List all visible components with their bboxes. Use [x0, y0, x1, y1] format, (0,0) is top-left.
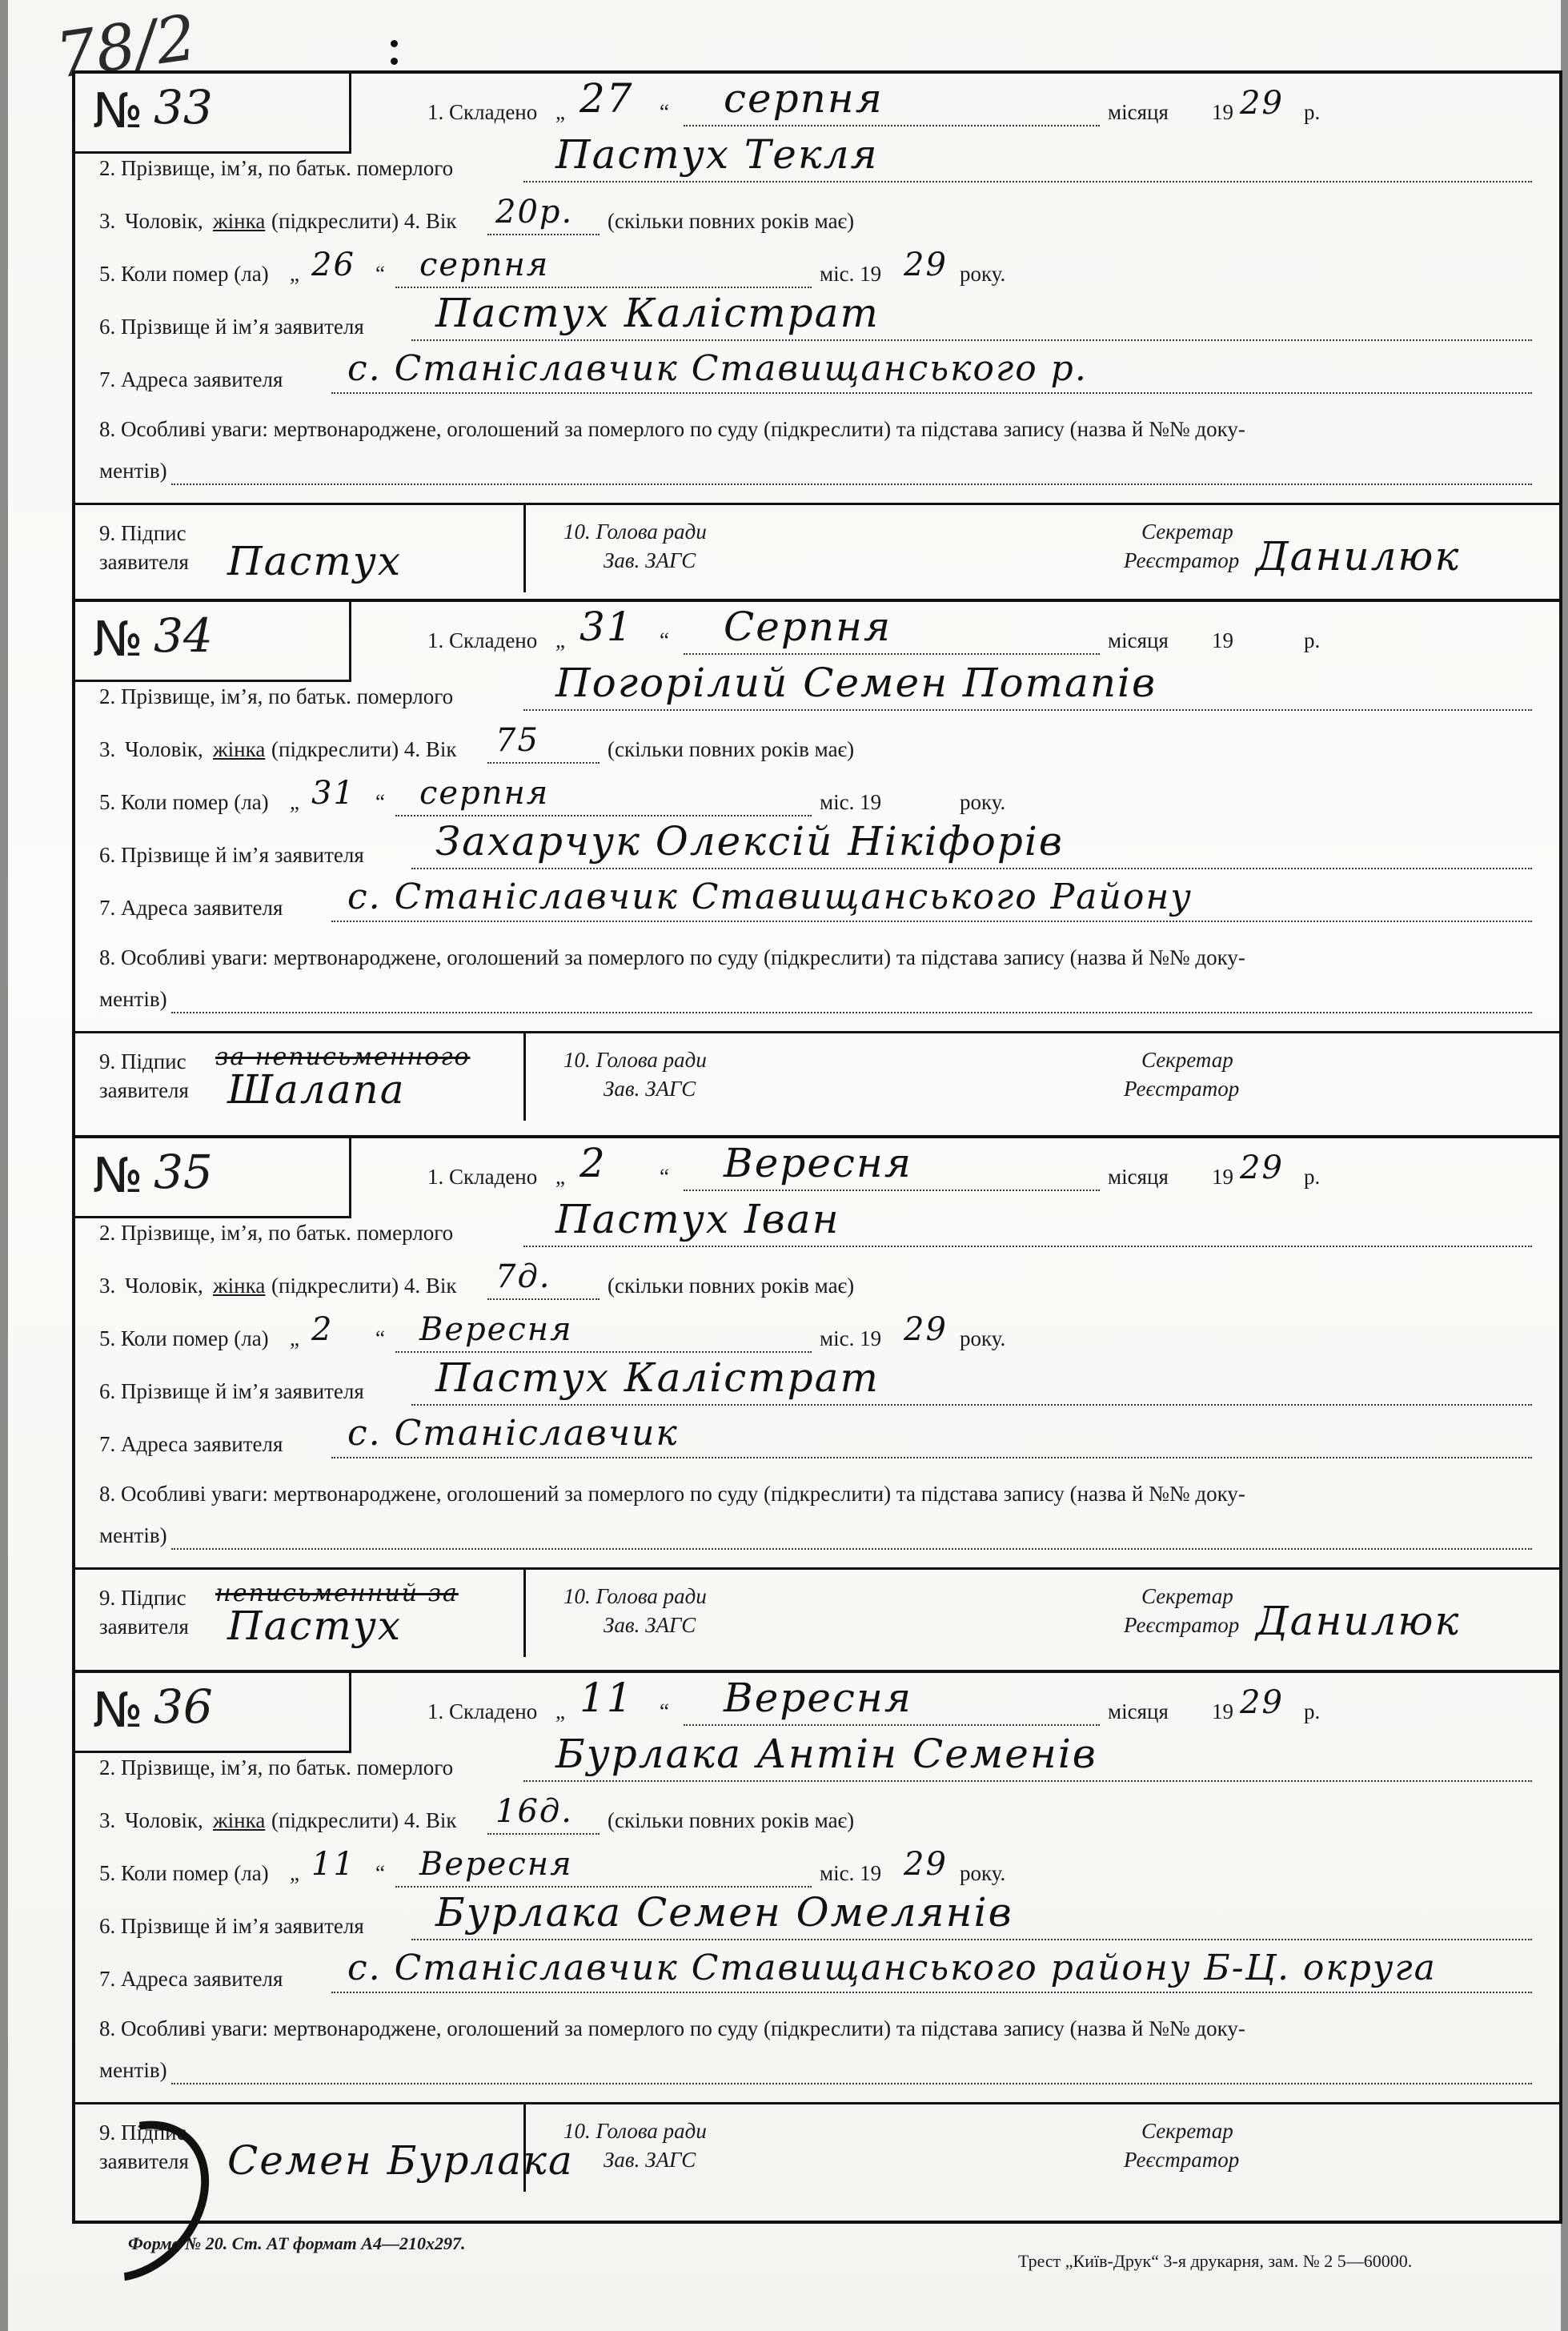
composed-label: 1. Складено	[427, 628, 538, 652]
registrar-label: Реєстратор	[1124, 1077, 1240, 1101]
document-sheet	[8, 0, 1561, 2331]
row-notes-cont	[75, 2040, 1559, 2088]
field-3-number: 3.	[99, 1808, 116, 1832]
number-label: №	[93, 1148, 143, 1204]
death-year-suffix: року.	[960, 262, 1006, 286]
fill-line	[487, 1298, 600, 1300]
quote-open: „	[555, 628, 565, 652]
fill-line	[523, 1246, 1532, 1247]
death-month: серпня	[419, 775, 550, 812]
notes-label-cont: ментів)	[99, 2058, 167, 2082]
row-composed	[75, 1140, 1559, 1194]
age-value: 20р.	[495, 194, 574, 231]
composed-day: 27	[579, 75, 634, 122]
fill-line	[684, 653, 1100, 655]
death-day: 2	[311, 1311, 334, 1348]
quote-close: “	[660, 1165, 669, 1189]
composed-year: 29	[1240, 85, 1284, 122]
secretary-label: Секретар	[1141, 2119, 1233, 2143]
applicant-label: 6. Прізвище й ім’я заявителя	[99, 1379, 364, 1403]
row-notes-cont	[75, 1505, 1559, 1553]
row-applicant	[75, 818, 1559, 873]
signature-label: 9. Підпис	[99, 2120, 186, 2144]
form-footer-left: Форма № 20. Ст. АТ формат А4—210х297.	[128, 2233, 466, 2253]
death-month: серпня	[419, 247, 550, 283]
applicant-signature: Шалапа	[227, 1066, 406, 1113]
year-suffix: р.	[1304, 628, 1321, 652]
applicant-label: 6. Прізвище й ім’я заявителя	[99, 1914, 364, 1938]
fill-line	[171, 1548, 1532, 1550]
sex-man: Чоловік,	[125, 209, 203, 233]
death-month: Вересня	[419, 1846, 573, 1883]
age-value: 75	[495, 722, 539, 759]
row-name	[75, 660, 1559, 714]
secretary-label: Секретар	[1141, 1584, 1233, 1608]
row-name	[75, 1196, 1559, 1250]
death-record	[75, 74, 1559, 602]
applicant-address: с. Станіславчик	[347, 1413, 679, 1454]
number-label: №	[93, 612, 143, 668]
death-month-label: міс. 19	[820, 1326, 882, 1350]
year-suffix: р.	[1304, 1699, 1321, 1723]
row-address	[75, 349, 1559, 397]
fill-line	[411, 1404, 1532, 1406]
signature-label-2: заявителя	[99, 550, 189, 574]
death-month-label: міс. 19	[820, 1861, 882, 1885]
signature-note: неписьменний за	[215, 1579, 459, 1607]
composed-month: серпня	[724, 75, 884, 122]
death-year-suffix: року.	[960, 1326, 1006, 1350]
row-name	[75, 131, 1559, 186]
form-footer-right: Трест „Київ-Друк“ 3-я друкарня, зам. № 2 5—60000.	[1018, 2251, 1413, 2271]
death-day: 11	[311, 1846, 355, 1883]
applicant-label: 6. Прізвище й ім’я заявителя	[99, 315, 364, 339]
fill-line	[395, 1351, 812, 1353]
quote-open: „	[555, 100, 565, 124]
row-notes-cont	[75, 440, 1559, 488]
sex-man: Чоловік,	[125, 737, 203, 761]
age-value: 7д.	[495, 1258, 551, 1295]
row-death-date	[75, 243, 1559, 291]
fill-line	[331, 1992, 1532, 1993]
applicant-address: с. Станіславчик Ставищанського р.	[347, 348, 1088, 389]
register-frame	[72, 70, 1562, 2224]
record-number: 36	[154, 1679, 213, 1734]
deceased-name: Погорілий Семен Потапів	[555, 660, 1157, 706]
field-3-number: 3.	[99, 209, 116, 233]
signature-label: 9. Підпис	[99, 521, 186, 545]
year-prefix: 19	[1212, 1165, 1233, 1189]
registrar-label: Реєстратор	[1124, 1613, 1240, 1637]
death-day: 26	[311, 247, 355, 283]
row-notes-cont	[75, 969, 1559, 1017]
notes-label: 8. Особливі уваги: мертвонароджене, оголошений за померлого по суду (підкреслити) та підстава запису (назва й №№ доку-	[99, 417, 1245, 441]
head-label: 10. Голова ради	[563, 520, 707, 544]
quote-close: “	[375, 790, 385, 814]
row-applicant	[75, 1889, 1559, 1944]
address-label: 7. Адреса заявителя	[99, 1967, 283, 1991]
fill-line	[523, 1780, 1532, 1782]
record-number: 35	[154, 1145, 213, 1199]
signature-label-2: заявителя	[99, 1615, 189, 1639]
fill-line	[523, 709, 1532, 711]
quote-open: „	[555, 1165, 565, 1189]
fill-line	[331, 392, 1532, 394]
secretary-label: Секретар	[1141, 520, 1233, 544]
signature-row	[75, 503, 1559, 592]
death-record	[75, 1673, 1559, 2224]
row-address	[75, 1414, 1559, 1462]
quote-open: „	[555, 1699, 565, 1723]
row-sex-age	[75, 1255, 1559, 1303]
year-prefix: 19	[1212, 1699, 1233, 1723]
notes-label: 8. Особливі уваги: мертвонароджене, оголошений за померлого по суду (підкреслити) та підстава запису (назва й №№ доку-	[99, 945, 1245, 969]
row-sex-age	[75, 191, 1559, 239]
secretary-label: Секретар	[1141, 1048, 1233, 1072]
row-notes	[75, 1998, 1559, 2046]
number-label: №	[93, 83, 143, 139]
corner-mark: 78/2	[51, 2, 201, 93]
signature-row	[75, 2102, 1559, 2192]
zags-label: Зав. ЗАГС	[604, 1613, 696, 1637]
deceased-name-label: 2. Прізвище, ім’я, по батьк. померлого	[99, 156, 454, 180]
sex-woman: жінка	[213, 209, 266, 233]
registrar-label: Реєстратор	[1124, 548, 1240, 572]
deceased-name-label: 2. Прізвище, ім’я, по батьк. померлого	[99, 684, 454, 708]
quote-open: „	[290, 262, 299, 286]
age-value: 16д.	[495, 1793, 573, 1830]
quote-close: “	[375, 262, 385, 286]
year-suffix: р.	[1304, 1165, 1321, 1189]
death-day: 31	[311, 775, 355, 812]
age-label: (підкреслити) 4. Вік	[271, 737, 457, 761]
death-month-label: міс. 19	[820, 790, 882, 814]
record-number: 34	[154, 608, 213, 663]
sex-woman: жінка	[213, 1808, 266, 1832]
month-label: місяця	[1108, 628, 1169, 652]
sex-woman: жінка	[213, 1274, 266, 1298]
row-address	[75, 877, 1559, 925]
applicant-signature: Пастух	[227, 538, 403, 584]
composed-month: Серпня	[724, 604, 892, 650]
fill-line	[523, 181, 1532, 183]
composed-month: Вересня	[724, 1675, 912, 1721]
row-applicant	[75, 1354, 1559, 1409]
record-number: 33	[154, 80, 213, 134]
fill-line	[395, 815, 812, 816]
address-label: 7. Адреса заявителя	[99, 896, 283, 920]
composed-day: 2	[579, 1140, 607, 1186]
quote-close: “	[660, 1699, 669, 1723]
field-3-number: 3.	[99, 737, 116, 761]
row-composed	[75, 75, 1559, 130]
row-notes	[75, 1463, 1559, 1511]
death-month: Вересня	[419, 1311, 573, 1348]
head-label: 10. Голова ради	[563, 1048, 707, 1072]
age-label: (підкреслити) 4. Вік	[271, 1274, 457, 1298]
composed-label: 1. Складено	[427, 1165, 538, 1189]
applicant-signature: Пастух	[227, 1603, 403, 1649]
notes-label: 8. Особливі уваги: мертвонароджене, оголошений за померлого по суду (підкреслити) та підстава запису (назва й №№ доку-	[99, 2016, 1245, 2040]
age-hint: (скільки повних років має)	[608, 737, 855, 761]
composed-year: 29	[1240, 1684, 1284, 1721]
row-name	[75, 1731, 1559, 1785]
fill-line	[487, 234, 600, 235]
applicant-address: с. Станіславчик Ставищанського району Б-Ц. округа	[347, 1948, 1437, 1988]
fill-line	[171, 483, 1532, 485]
quote-open: „	[290, 790, 299, 814]
year-prefix: 19	[1212, 100, 1233, 124]
applicant-name: Пастух Калістрат	[435, 1354, 880, 1401]
head-label: 10. Голова ради	[563, 2119, 707, 2143]
signature-label: 9. Підпис	[99, 1586, 186, 1610]
month-label: місяця	[1108, 1165, 1169, 1189]
death-date-label: 5. Коли помер (ла)	[99, 790, 269, 814]
row-death-date	[75, 1843, 1559, 1891]
fill-line	[331, 1457, 1532, 1458]
row-composed	[75, 604, 1559, 658]
fill-line	[487, 762, 600, 764]
death-month-label: міс. 19	[820, 262, 882, 286]
composed-label: 1. Складено	[427, 100, 538, 124]
ink-dot	[391, 58, 398, 65]
death-date-label: 5. Коли помер (ла)	[99, 262, 269, 286]
age-hint: (скільки повних років має)	[608, 1274, 855, 1298]
sex-man: Чоловік,	[125, 1274, 203, 1298]
fill-line	[411, 339, 1532, 341]
composed-day: 31	[579, 604, 634, 650]
quote-close: “	[375, 1326, 385, 1350]
fill-line	[411, 868, 1532, 869]
death-record	[75, 602, 1559, 1138]
fill-line	[684, 1190, 1100, 1191]
age-label: (підкреслити) 4. Вік	[271, 1808, 457, 1832]
signature-row	[75, 1031, 1559, 1121]
signature-row	[75, 1567, 1559, 1657]
applicant-address: с. Станіславчик Ставищанського Району	[347, 877, 1193, 917]
notes-label-cont: ментів)	[99, 459, 167, 483]
registrar-signature: Данилюк	[1256, 1598, 1461, 1644]
death-year: 29	[904, 1311, 948, 1348]
fill-line	[487, 1833, 600, 1835]
age-label: (підкреслити) 4. Вік	[271, 209, 457, 233]
fill-line	[395, 1886, 812, 1888]
applicant-name: Захарчук Олексій Нікіфорів	[435, 818, 1064, 865]
notes-label-cont: ментів)	[99, 1523, 167, 1547]
death-year-suffix: року.	[960, 790, 1006, 814]
zags-label: Зав. ЗАГС	[604, 2148, 696, 2172]
composed-month: Вересня	[724, 1140, 912, 1186]
registrar-signature: Данилюк	[1256, 533, 1461, 580]
deceased-name: Бурлака Антін Семенів	[555, 1731, 1097, 1777]
row-composed	[75, 1675, 1559, 1729]
quote-open: „	[290, 1326, 299, 1350]
death-date-label: 5. Коли помер (ла)	[99, 1861, 269, 1885]
sex-man: Чоловік,	[125, 1808, 203, 1832]
year-suffix: р.	[1304, 100, 1321, 124]
row-applicant	[75, 290, 1559, 344]
address-label: 7. Адреса заявителя	[99, 1432, 283, 1456]
applicant-name: Пастух Калістрат	[435, 290, 880, 336]
fill-line	[171, 2083, 1532, 2084]
fill-line	[411, 1939, 1532, 1940]
signature-label-2: заявителя	[99, 1078, 189, 1102]
row-notes	[75, 927, 1559, 975]
quote-close: “	[660, 628, 669, 652]
death-year: 29	[904, 1846, 948, 1883]
month-label: місяця	[1108, 1699, 1169, 1723]
quote-open: „	[290, 1861, 299, 1885]
row-death-date	[75, 772, 1559, 820]
fill-line	[395, 287, 812, 288]
deceased-name: Пастух Іван	[555, 1196, 840, 1242]
quote-close: “	[660, 100, 669, 124]
signature-divider	[523, 1033, 526, 1121]
applicant-label: 6. Прізвище й ім’я заявителя	[99, 843, 364, 867]
fill-line	[684, 1724, 1100, 1726]
death-record	[75, 1138, 1559, 1673]
notes-label: 8. Особливі уваги: мертвонароджене, оголошений за померлого по суду (підкреслити) та підстава запису (назва й №№ доку-	[99, 1482, 1245, 1506]
signature-label: 9. Підпис	[99, 1049, 186, 1073]
death-year-suffix: року.	[960, 1861, 1006, 1885]
fill-line	[331, 921, 1532, 922]
ink-dot	[391, 40, 398, 47]
number-label: №	[93, 1683, 143, 1739]
row-address	[75, 1948, 1559, 1996]
age-hint: (скільки повних років має)	[608, 1808, 855, 1832]
composed-day: 11	[579, 1675, 634, 1721]
zags-label: Зав. ЗАГС	[604, 1077, 696, 1101]
row-death-date	[75, 1308, 1559, 1356]
applicant-signature: Семен Бурлака	[227, 2137, 574, 2184]
composed-year: 29	[1240, 1149, 1284, 1186]
composed-label: 1. Складено	[427, 1699, 538, 1723]
age-hint: (скільки повних років має)	[608, 209, 855, 233]
registrar-label: Реєстратор	[1124, 2148, 1240, 2172]
year-prefix: 19	[1212, 628, 1233, 652]
head-label: 10. Голова ради	[563, 1584, 707, 1608]
row-sex-age	[75, 1790, 1559, 1838]
fill-line	[684, 125, 1100, 126]
death-date-label: 5. Коли помер (ла)	[99, 1326, 269, 1350]
death-year: 29	[904, 247, 948, 283]
address-label: 7. Адреса заявителя	[99, 367, 283, 391]
row-notes	[75, 399, 1559, 447]
deceased-name-label: 2. Прізвище, ім’я, по батьк. померлого	[99, 1755, 454, 1779]
fill-line	[171, 1012, 1532, 1013]
notes-label-cont: ментів)	[99, 987, 167, 1011]
applicant-name: Бурлака Семен Омелянів	[435, 1889, 1013, 1936]
signature-divider	[523, 505, 526, 592]
signature-note: за неписьменного	[215, 1043, 471, 1071]
deceased-name-label: 2. Прізвище, ім’я, по батьк. померлого	[99, 1221, 454, 1245]
field-3-number: 3.	[99, 1274, 116, 1298]
month-label: місяця	[1108, 100, 1169, 124]
sex-woman: жінка	[213, 737, 266, 761]
signature-divider	[523, 1570, 526, 1657]
row-sex-age	[75, 719, 1559, 767]
signature-label-2: заявителя	[99, 2149, 189, 2173]
zags-label: Зав. ЗАГС	[604, 548, 696, 572]
deceased-name: Пастух Текля	[555, 131, 879, 178]
quote-close: “	[375, 1861, 385, 1885]
